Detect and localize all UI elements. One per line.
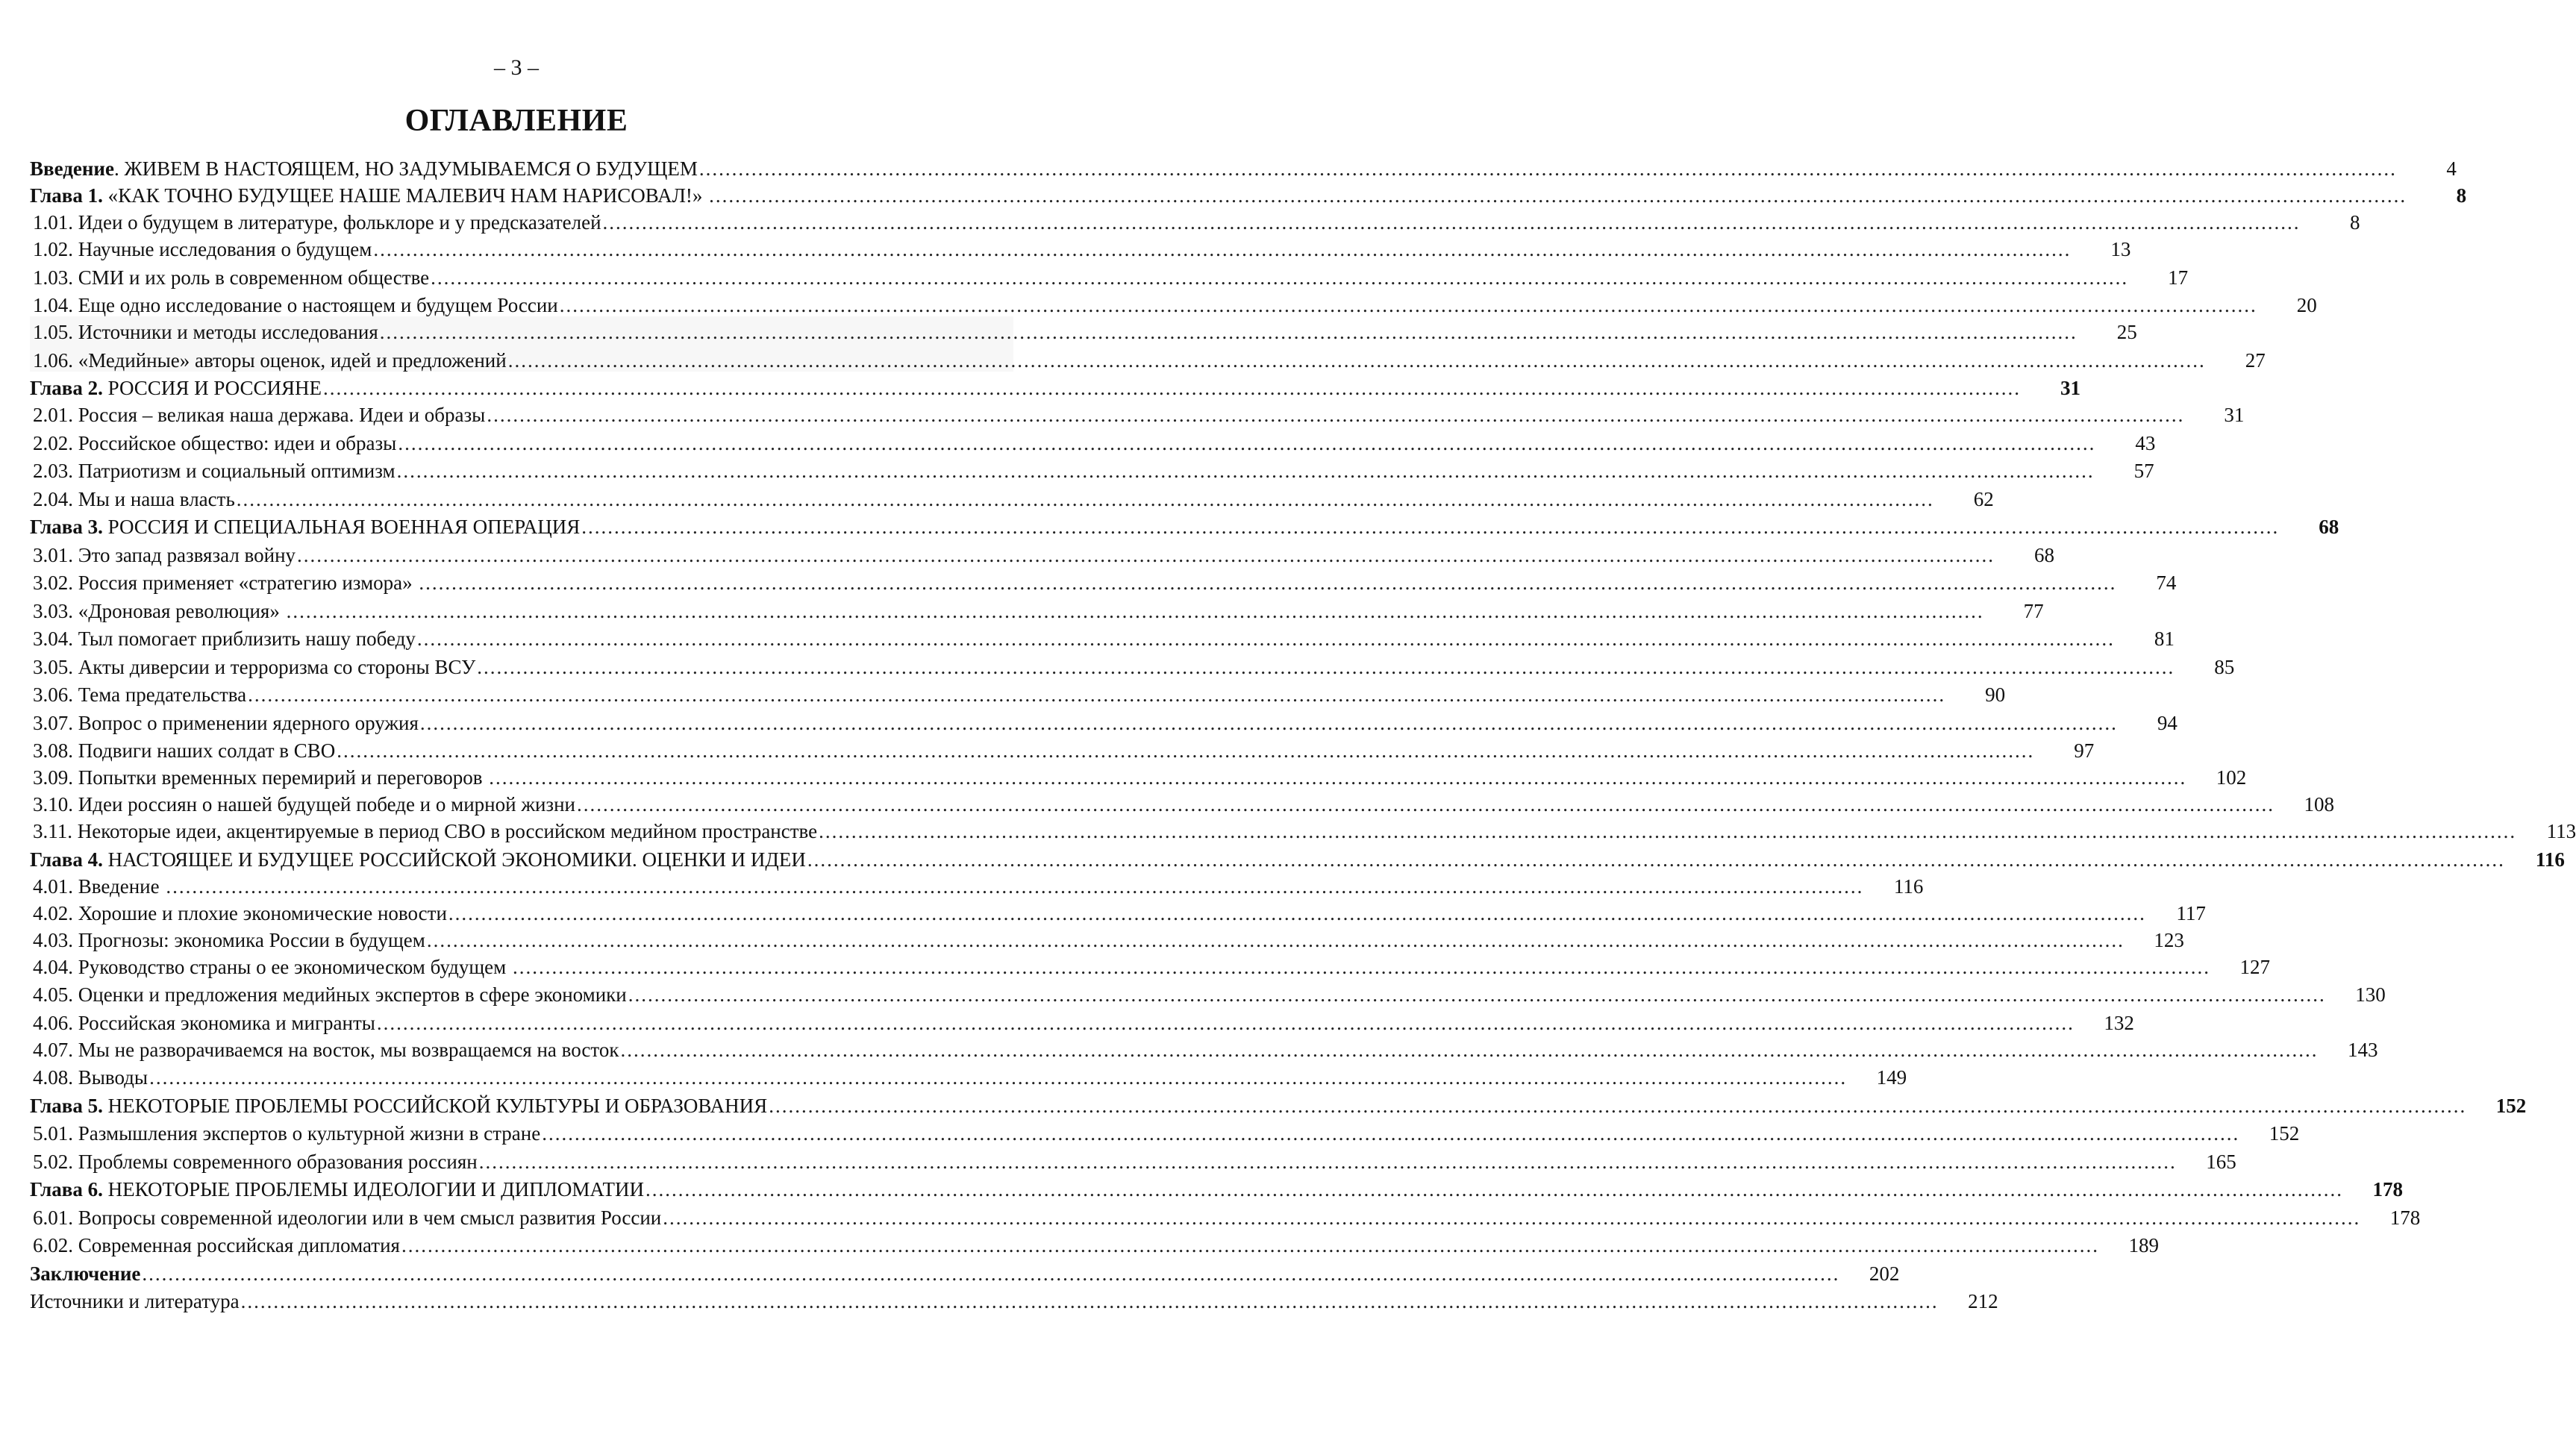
toc-entry-text: 4.01. Введение <box>33 874 165 898</box>
dot-leader <box>142 1262 1839 1285</box>
toc-chapter-entry[interactable] <box>30 372 2081 400</box>
dot-leader <box>477 656 2175 678</box>
toc-entry-title <box>30 1290 240 1312</box>
dot-leader <box>699 157 2397 180</box>
toc-entry-title <box>33 983 627 1006</box>
toc-entry-text: 2.03. Патриотизм и социальный оптимизм <box>33 460 396 482</box>
toc-entry-title <box>30 1262 140 1285</box>
toc-entry-title <box>33 1122 540 1145</box>
toc-page-number: 68 <box>2319 516 2339 538</box>
toc-entry-text: 6.02. Современная российская дипломатия <box>33 1234 400 1256</box>
toc-entry-title <box>33 1039 619 1061</box>
toc-section-entry[interactable] <box>30 951 2270 978</box>
toc-entry-text: НЕКОТОРЫЕ ПРОБЛЕМЫ ИДЕОЛОГИИ И ДИПЛОМАТИИ <box>102 1178 644 1201</box>
toc-entry-title <box>33 902 447 924</box>
toc-section-entry[interactable] <box>30 706 2178 734</box>
toc-section-entry[interactable] <box>30 343 2266 372</box>
toc-section-entry[interactable] <box>30 289 2317 317</box>
toc-entry-prefix: Введение <box>30 157 114 180</box>
dot-leader <box>297 544 1995 566</box>
toc-entry-title <box>33 349 507 372</box>
toc-entry-title <box>33 600 285 622</box>
toc-section-entry[interactable] <box>30 566 2177 595</box>
dot-leader <box>241 1290 1939 1312</box>
toc-section-entry[interactable] <box>30 871 1924 898</box>
dot-leader <box>149 1066 1847 1089</box>
toc-entry-title <box>33 766 487 789</box>
toc-page-number: 117 <box>2176 901 2206 924</box>
toc-page-number: 202 <box>1869 1262 1900 1285</box>
toc-entry-title <box>33 1151 478 1173</box>
toc-entry-text: 3.03. «Дроновая революция» <box>33 599 285 622</box>
toc-entry-text: «КАК ТОЧНО БУДУЩЕЕ НАШЕ МАЛЕВИЧ НАМ НАРИСОВАЛ!» <box>102 184 708 207</box>
dot-leader <box>479 1151 2177 1173</box>
toc-page-number: 27 <box>2245 348 2266 372</box>
toc-entry-title <box>33 1012 375 1034</box>
toc-section-entry[interactable] <box>30 734 2095 763</box>
dot-leader <box>807 848 2505 871</box>
dot-leader <box>709 184 2407 207</box>
toc-page-number: 130 <box>2355 983 2386 1006</box>
toc-page-number: 152 <box>2495 1094 2527 1117</box>
toc-entry-text: 1.06. «Медийные» авторы оценок, идей и предложений <box>33 348 507 372</box>
dot-leader <box>542 1122 2239 1145</box>
toc-entry-prefix: Глава 5. <box>30 1094 103 1117</box>
toc-section-entry[interactable] <box>30 1034 2378 1061</box>
dot-leader <box>620 1039 2318 1061</box>
toc-entry-title <box>33 793 575 816</box>
toc-page-number: 189 <box>2128 1234 2159 1256</box>
dot-leader <box>419 572 2116 594</box>
toc-entry-text: 3.02. Россия применяет «стратегию измора» <box>33 572 418 594</box>
dot-leader <box>427 929 2125 951</box>
toc-page-number: 132 <box>2104 1011 2134 1034</box>
toc-entry-title <box>33 656 475 678</box>
toc-section-entry[interactable] <box>30 399 2245 426</box>
toc-entry-title <box>30 516 580 538</box>
toc-page-number: 43 <box>2135 431 2156 454</box>
toc-entry-title <box>30 1095 767 1117</box>
dot-leader <box>513 956 2210 978</box>
toc-page-number: 113 <box>2546 820 2576 842</box>
toc-entry-title <box>33 712 419 734</box>
toc-page-number: 108 <box>2304 793 2334 816</box>
toc-chapter-entry[interactable] <box>30 510 2339 539</box>
toc-page-number: 178 <box>2372 1178 2403 1201</box>
toc-page-number: 116 <box>1893 874 1924 898</box>
toc-entry-text: 4.03. Прогнозы: экономика России в будущем <box>33 928 425 951</box>
toc-entry-title <box>33 627 416 650</box>
toc-section-entry[interactable] <box>30 650 2235 678</box>
toc-section-entry[interactable] <box>30 762 2247 789</box>
toc-entry-text: 1.05. Источники и методы исследования <box>33 321 378 343</box>
dot-leader <box>628 983 2326 1006</box>
toc-entry-title <box>33 1234 400 1256</box>
dot-leader <box>287 600 1984 622</box>
toc-title: ОГЛАВЛЕНИЕ <box>404 104 628 138</box>
toc-entry-text: 1.04. Еще одно исследование о настоящем и будущем России <box>33 294 558 316</box>
dot-leader <box>248 683 1945 706</box>
toc-entry-prefix: Глава 4. <box>30 848 103 871</box>
toc-entry-title <box>33 238 372 260</box>
toc-page-number: 165 <box>2206 1150 2236 1173</box>
toc-entry-title <box>33 956 511 978</box>
dot-leader <box>398 432 2095 454</box>
toc-entry-text: 3.01. Это запад развязал войну <box>33 543 296 566</box>
toc-page-number: 77 <box>2023 599 2044 622</box>
toc-entry-prefix: Глава 1. <box>30 184 103 207</box>
dot-leader <box>645 1178 2343 1201</box>
toc-page-number: 68 <box>2034 543 2055 566</box>
toc-entry-text: 1.01. Идеи о будущем в литературе, фольклоре и у предсказателей <box>33 211 601 234</box>
toc-entry-title <box>33 321 378 343</box>
toc-page-number: 178 <box>2389 1206 2421 1229</box>
toc-page-number: 31 <box>2224 404 2245 426</box>
dot-leader <box>380 321 2078 343</box>
toc-entry-title <box>33 929 425 951</box>
dot-leader <box>377 1012 2075 1034</box>
toc-entry-title <box>33 294 558 316</box>
dot-leader <box>487 404 2184 426</box>
toc-page-number: 102 <box>2216 766 2247 789</box>
toc-section-entry[interactable] <box>30 924 2184 951</box>
toc-page-number: 149 <box>1876 1066 1907 1089</box>
toc-entry[interactable] <box>30 1256 1900 1285</box>
toc-chapter-entry[interactable] <box>30 180 2467 207</box>
toc-entry-title <box>33 875 164 898</box>
toc-page-number: 25 <box>2116 321 2137 343</box>
dot-leader <box>166 875 1863 898</box>
toc-entry-text: . ЖИВЕМ В НАСТОЯЩЕМ, НО ЗАДУМЫВАЕМСЯ О БУДУЩЕМ <box>113 157 698 180</box>
dot-leader <box>581 516 2279 538</box>
toc-section-entry[interactable] <box>30 898 2206 924</box>
toc-section-entry[interactable] <box>30 1006 2134 1034</box>
toc-entry-title <box>30 848 806 871</box>
toc-section-entry[interactable] <box>30 789 2334 816</box>
toc-entry-title <box>30 184 707 207</box>
toc-entry-text: 4.05. Оценки и предложения медийных экспертов в сфере экономики <box>33 983 627 1006</box>
toc-section-entry[interactable] <box>30 1117 2300 1145</box>
dot-leader <box>508 349 2206 372</box>
toc-page-number: 152 <box>2269 1122 2300 1145</box>
toc-page-number: 127 <box>2239 955 2270 978</box>
toc-page-number: 123 <box>2154 928 2184 951</box>
toc-section-entry[interactable] <box>30 594 2044 622</box>
toc-page-number: 94 <box>2157 711 2178 734</box>
toc-page-number: 17 <box>2168 266 2189 289</box>
toc-entry-prefix: Глава 3. <box>30 516 103 538</box>
toc-entry-text: 2.04. Мы и наша власть <box>33 487 235 510</box>
toc-entry-title <box>33 1206 661 1229</box>
toc-entry-text: 3.09. Попытки временных перемирий и переговоров <box>33 766 488 789</box>
dot-leader <box>323 377 2021 399</box>
toc-entry-title <box>33 683 246 706</box>
toc-page-number: 116 <box>2535 848 2565 871</box>
dot-leader <box>431 266 2128 289</box>
toc-page-number: 8 <box>2350 211 2360 234</box>
toc-entry-title <box>33 211 601 234</box>
toc-page-number: 13 <box>2110 238 2131 260</box>
toc-entry-title <box>33 460 396 482</box>
toc-entry-title <box>33 432 396 454</box>
toc-page-number: 74 <box>2156 572 2177 594</box>
toc-section-entry[interactable] <box>30 538 2055 566</box>
toc-section-entry[interactable] <box>30 816 2576 842</box>
dot-leader <box>397 460 2095 482</box>
toc-entry-title <box>33 488 235 510</box>
toc-entry-title <box>33 572 417 594</box>
toc-section-entry[interactable] <box>30 978 2386 1007</box>
toc-page-number: 85 <box>2214 655 2235 678</box>
toc-section-entry[interactable] <box>30 207 2360 234</box>
toc-entry-text: 3.11. Некоторые идеи, акцентируемые в период СВО в российском медийном пространстве <box>33 820 818 842</box>
toc-entry-prefix: Глава 6. <box>30 1178 103 1201</box>
toc-entry[interactable] <box>30 153 2457 180</box>
dot-leader <box>663 1206 2360 1229</box>
toc-page-number: 62 <box>1973 487 1994 510</box>
toc-page-number: 81 <box>2154 627 2175 650</box>
toc-entry-text: 1.02. Научные исследования о будущем <box>33 238 372 260</box>
dot-leader <box>337 739 2034 762</box>
toc-page-number: 57 <box>2133 460 2154 482</box>
dot-leader <box>448 902 2146 924</box>
toc-page-number: 31 <box>2060 377 2081 399</box>
dot-leader <box>420 712 2118 734</box>
toc-entry-text: 6.01. Вопросы современной идеологии или в чем смысл развития России <box>33 1206 662 1229</box>
dot-leader <box>373 238 2071 260</box>
toc-section-entry[interactable] <box>30 260 2189 289</box>
table-of-contents <box>30 153 2576 1312</box>
toc-entry-text: 3.10. Идеи россиян о нашей будущей победе и о мирной жизни <box>33 793 575 816</box>
toc-page-number: 8 <box>2456 184 2467 207</box>
toc-entry-text: РОССИЯ И РОССИЯНЕ <box>102 377 322 399</box>
toc-entry-title <box>30 377 322 399</box>
toc-page-number: 143 <box>2347 1038 2378 1061</box>
toc-section-entry[interactable] <box>30 1061 1907 1089</box>
toc-entry-text: 3.04. Тыл помогает приблизить нашу победу <box>33 627 416 650</box>
toc-entry-text: 5.01. Размышления экспертов о культурной жизни в стране <box>33 1122 541 1145</box>
toc-entry-text: 1.03. СМИ и их роль в современном обществе <box>33 266 430 289</box>
toc-entry-title <box>33 266 429 289</box>
toc-section-entry[interactable] <box>30 1145 2236 1173</box>
toc-entry-text: РОССИЯ И СПЕЦИАЛЬНАЯ ВОЕННАЯ ОПЕРАЦИЯ <box>102 516 581 538</box>
page-number: – 3 – <box>494 55 539 80</box>
toc-entry-title <box>33 544 296 566</box>
dot-leader <box>489 766 2186 789</box>
toc-entry-text: 4.06. Российская экономика и мигранты <box>33 1011 375 1034</box>
toc-entry-text: 3.08. Подвиги наших солдат в СВО <box>33 739 336 762</box>
toc-page-number: 4 <box>2446 157 2457 180</box>
toc-page-number: 20 <box>2296 294 2317 316</box>
toc-section-entry[interactable] <box>30 234 2131 260</box>
toc-chapter-entry[interactable] <box>30 842 2565 871</box>
toc-entry-text: 4.02. Хорошие и плохие экономические новости <box>33 901 447 924</box>
toc-section-entry[interactable] <box>30 482 1994 510</box>
toc-section-entry[interactable] <box>30 316 2137 343</box>
toc-entry-text: НЕКОТОРЫЕ ПРОБЛЕМЫ РОССИЙСКОЙ КУЛЬТУРЫ И ОБРАЗОВАНИЯ <box>102 1094 768 1117</box>
toc-entry-title <box>33 820 817 842</box>
toc-entry-prefix: Заключение <box>30 1262 141 1285</box>
dot-leader <box>417 627 2115 650</box>
toc-entry-text: 3.05. Акты диверсии и терроризма со стороны ВСУ <box>33 655 476 678</box>
toc-section-entry[interactable] <box>30 454 2154 483</box>
dot-leader <box>769 1095 2466 1117</box>
dot-leader <box>577 793 2275 816</box>
toc-section-entry[interactable] <box>30 1201 2421 1229</box>
toc-entry-title <box>30 1178 644 1201</box>
toc-page-number: 90 <box>1985 683 2006 706</box>
toc-entry-text: 3.06. Тема предательства <box>33 683 247 706</box>
toc-chapter-entry[interactable] <box>30 1089 2527 1117</box>
toc-entry-prefix: Глава 2. <box>30 377 103 399</box>
toc-entry-title <box>33 739 335 762</box>
toc-section-entry[interactable] <box>30 426 2156 454</box>
toc-section-entry[interactable] <box>30 1229 2159 1257</box>
toc-entry-text: НАСТОЯЩЕЕ И БУДУЩЕЕ РОССИЙСКОЙ ЭКОНОМИКИ. ОЦЕНКИ И ИДЕИ <box>102 848 806 871</box>
dot-leader <box>401 1234 2099 1256</box>
dot-leader <box>603 211 2301 234</box>
toc-entry-title <box>33 1066 148 1089</box>
toc-entry-text: 2.01. Россия – великая наша держава. Идеи и образы <box>33 404 486 426</box>
dot-leader <box>560 294 2257 316</box>
toc-entry-text: 2.02. Российское общество: идеи и образы <box>33 431 397 454</box>
toc-entry-text: Источники и литература <box>30 1290 240 1312</box>
toc-page-number: 212 <box>1968 1290 1998 1312</box>
dot-leader <box>819 820 2516 842</box>
toc-section-entry[interactable] <box>30 622 2175 651</box>
toc-entry-text: 5.02. Проблемы современного образования россиян <box>33 1150 478 1173</box>
toc-chapter-entry[interactable] <box>30 1173 2403 1201</box>
toc-entry-text: 4.04. Руководство страны о ее экономическом будущем <box>33 955 511 978</box>
toc-entry-text: 4.07. Мы не разворачиваемся на восток, мы возвращаемся на восток <box>33 1038 619 1061</box>
dot-leader <box>237 488 1934 510</box>
toc-entry-title <box>30 157 698 180</box>
toc-entry-title <box>33 404 485 426</box>
toc-page-number: 97 <box>2074 739 2095 762</box>
toc-entry[interactable] <box>30 1285 1998 1313</box>
toc-section-entry[interactable] <box>30 678 2006 707</box>
toc-entry-text: 4.08. Выводы <box>33 1066 149 1089</box>
toc-entry-text: 3.07. Вопрос о применении ядерного оружия <box>33 711 419 734</box>
